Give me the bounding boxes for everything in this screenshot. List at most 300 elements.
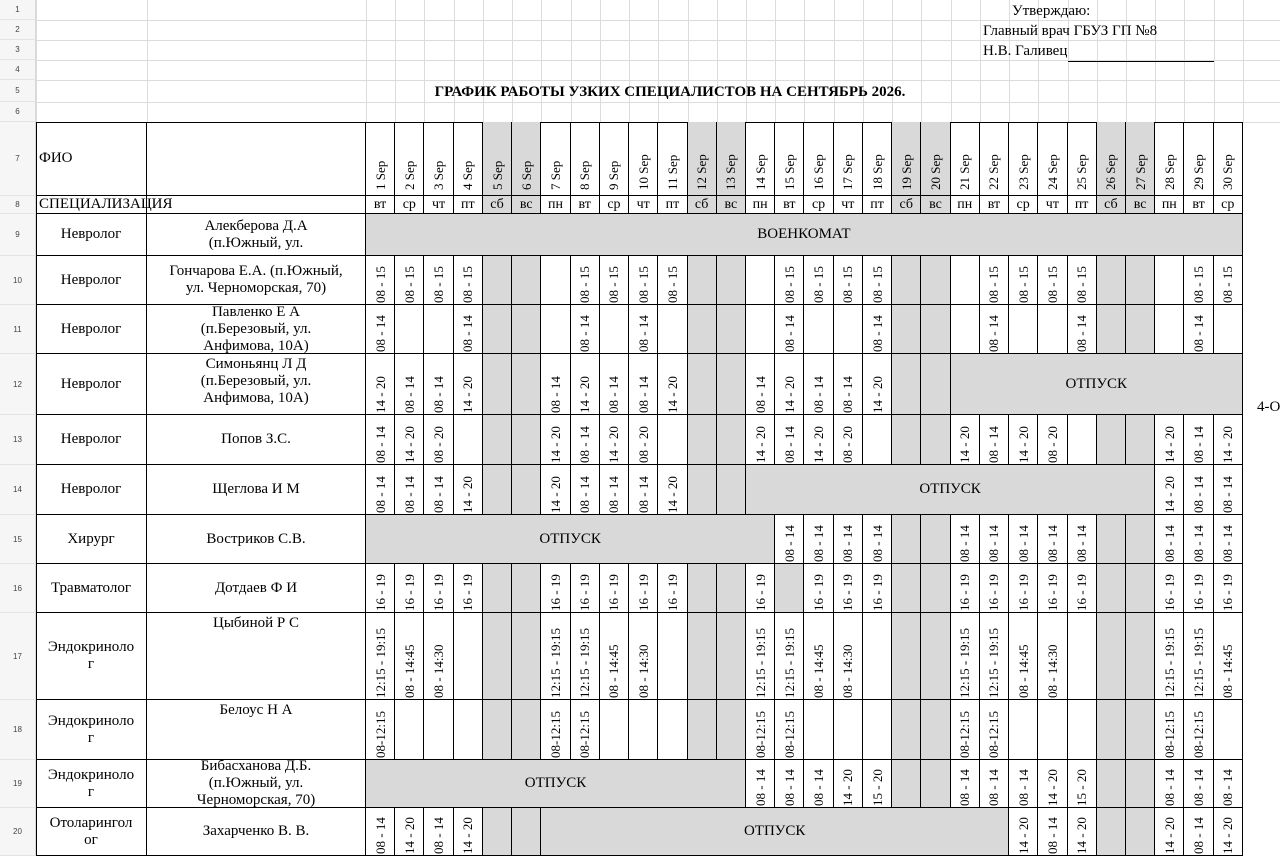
schedule-cell[interactable] [395,354,424,415]
schedule-cell[interactable] [951,760,980,808]
schedule-cell[interactable] [1068,256,1097,305]
row-header[interactable]: 12 [0,354,36,415]
schedule-cell[interactable] [1184,760,1213,808]
schedule-cell[interactable] [1214,613,1243,700]
schedule-cell[interactable] [892,564,921,613]
schedule-cell[interactable] [571,700,600,760]
schedule-cell[interactable] [1068,808,1097,856]
row-header[interactable]: 13 [0,415,36,465]
schedule-cell[interactable] [1009,613,1038,700]
schedule-cell[interactable] [834,354,863,415]
schedule-cell[interactable] [717,305,746,354]
schedule-cell[interactable] [600,354,629,415]
schedule-cell[interactable] [1009,515,1038,564]
schedule-cell[interactable] [541,415,570,465]
schedule-cell[interactable] [512,305,541,354]
schedule-cell[interactable] [483,700,512,760]
schedule-cell[interactable] [483,613,512,700]
schedule-cell[interactable] [921,700,950,760]
schedule-cell[interactable] [1097,305,1126,354]
schedule-cell[interactable] [454,564,483,613]
schedule-cell[interactable] [1126,700,1155,760]
schedule-cell[interactable] [658,700,687,760]
row-header[interactable]: 16 [0,564,36,613]
schedule-cell[interactable] [1214,564,1243,613]
schedule-cell[interactable] [512,354,541,415]
schedule-cell[interactable] [512,613,541,700]
schedule-cell[interactable] [951,415,980,465]
schedule-cell[interactable] [892,256,921,305]
schedule-cell[interactable] [395,613,424,700]
schedule-cell[interactable] [541,564,570,613]
weekday-header: вс [1126,196,1155,214]
schedule-cell[interactable] [951,256,980,305]
schedule-cell[interactable] [980,305,1009,354]
schedule-cell[interactable] [629,700,658,760]
schedule-cell[interactable] [512,256,541,305]
schedule-cell[interactable] [980,415,1009,465]
schedule-cell[interactable] [804,415,833,465]
schedule-cell[interactable] [717,354,746,415]
schedule-cell[interactable] [1214,465,1243,515]
schedule-cell[interactable] [1097,613,1126,700]
schedule-cell[interactable] [454,415,483,465]
schedule-cell[interactable] [1155,256,1184,305]
schedule-cell[interactable] [366,564,395,613]
schedule-cell[interactable] [892,515,921,564]
schedule-cell[interactable] [424,256,453,305]
row-header[interactable]: 1 [0,0,36,20]
schedule-cell[interactable] [629,465,658,515]
schedule-cell[interactable] [951,305,980,354]
schedule-cell[interactable] [834,415,863,465]
row-header[interactable]: 20 [0,808,36,856]
schedule-cell[interactable] [629,256,658,305]
schedule-cell[interactable] [863,564,892,613]
row-header[interactable]: 11 [0,305,36,354]
schedule-cell[interactable] [1068,305,1097,354]
schedule-cell[interactable] [629,354,658,415]
schedule-cell[interactable] [980,515,1009,564]
schedule-cell[interactable] [921,354,950,415]
schedule-cell[interactable] [366,465,395,515]
schedule-cell[interactable] [454,305,483,354]
schedule-cell[interactable] [863,256,892,305]
schedule-cell[interactable] [834,700,863,760]
schedule-cell[interactable] [395,808,424,856]
schedule-cell[interactable] [629,305,658,354]
schedule-cell[interactable] [834,760,863,808]
row-header[interactable]: 5 [0,80,36,102]
schedule-cell[interactable] [892,415,921,465]
schedule-cell[interactable] [1097,760,1126,808]
schedule-cell[interactable] [395,465,424,515]
schedule-cell[interactable] [424,808,453,856]
schedule-cell[interactable] [600,564,629,613]
hours-text: 08 - 14 [1191,817,1207,854]
row-header[interactable]: 17 [0,613,36,700]
schedule-cell[interactable] [1097,415,1126,465]
schedule-cell[interactable] [658,564,687,613]
schedule-cell[interactable] [921,256,950,305]
schedule-cell[interactable] [541,256,570,305]
schedule-cell[interactable] [1126,760,1155,808]
schedule-cell[interactable] [746,354,775,415]
schedule-cell[interactable] [921,305,950,354]
schedule-cell[interactable] [1126,613,1155,700]
schedule-cell[interactable] [1155,760,1184,808]
schedule-cell[interactable] [512,808,541,856]
schedule-cell[interactable] [951,515,980,564]
schedule-cell[interactable] [746,613,775,700]
schedule-cell[interactable] [541,354,570,415]
schedule-cell[interactable] [483,564,512,613]
schedule-cell[interactable] [395,700,424,760]
schedule-cell[interactable] [717,465,746,515]
schedule-cell[interactable] [1214,415,1243,465]
schedule-cell[interactable] [366,415,395,465]
schedule-cell[interactable] [512,700,541,760]
schedule-cell[interactable] [834,305,863,354]
schedule-cell[interactable] [366,808,395,856]
schedule-cell[interactable] [1214,760,1243,808]
schedule-cell[interactable] [746,305,775,354]
row-header[interactable]: 14 [0,465,36,515]
schedule-cell[interactable] [571,613,600,700]
schedule-cell[interactable] [688,354,717,415]
schedule-cell[interactable] [454,613,483,700]
schedule-cell[interactable] [483,465,512,515]
schedule-cell[interactable] [1009,256,1038,305]
schedule-cell[interactable] [483,808,512,856]
schedule-cell[interactable] [1184,808,1213,856]
schedule-cell[interactable] [658,354,687,415]
schedule-cell[interactable] [746,415,775,465]
schedule-cell[interactable] [1184,515,1213,564]
schedule-cell[interactable] [688,256,717,305]
schedule-cell[interactable] [1097,515,1126,564]
schedule-cell[interactable] [424,305,453,354]
schedule-cell[interactable] [746,760,775,808]
schedule-cell[interactable] [658,415,687,465]
schedule-cell[interactable] [1155,700,1184,760]
schedule-cell[interactable] [746,700,775,760]
schedule-cell[interactable] [1184,465,1213,515]
hours-text: 08 - 14 [635,376,651,413]
schedule-cell[interactable] [921,564,950,613]
row-header[interactable]: 9 [0,214,36,256]
schedule-cell[interactable] [1126,564,1155,613]
schedule-cell[interactable] [951,700,980,760]
schedule-cell[interactable] [1068,564,1097,613]
schedule-cell[interactable] [834,613,863,700]
schedule-cell[interactable] [571,415,600,465]
schedule-cell[interactable] [571,305,600,354]
schedule-cell[interactable] [863,613,892,700]
schedule-cell[interactable] [629,613,658,700]
schedule-cell[interactable] [834,256,863,305]
schedule-cell[interactable] [804,256,833,305]
schedule-cell[interactable] [424,354,453,415]
schedule-cell[interactable] [1038,613,1067,700]
schedule-cell[interactable] [688,465,717,515]
schedule-cell[interactable] [921,760,950,808]
schedule-cell[interactable] [600,465,629,515]
schedule-cell[interactable] [1184,564,1213,613]
row-header[interactable]: 8 [0,196,36,214]
schedule-cell[interactable] [571,564,600,613]
schedule-cell[interactable] [1155,564,1184,613]
row-header[interactable]: 18 [0,700,36,760]
row-header[interactable]: 19 [0,760,36,808]
schedule-cell[interactable] [512,465,541,515]
schedule-cell[interactable] [804,564,833,613]
schedule-cell[interactable] [424,613,453,700]
schedule-cell[interactable] [1068,415,1097,465]
hours-text: 08 - 14:45 [811,644,827,698]
schedule-cell[interactable] [775,256,804,305]
schedule-cell[interactable] [1155,613,1184,700]
schedule-cell[interactable] [1184,415,1213,465]
schedule-cell[interactable] [658,613,687,700]
schedule-cell[interactable] [658,256,687,305]
schedule-cell[interactable] [892,354,921,415]
schedule-cell[interactable] [775,354,804,415]
row-header[interactable]: 10 [0,256,36,305]
schedule-cell[interactable] [541,465,570,515]
schedule-cell[interactable] [1214,700,1243,760]
schedule-cell[interactable] [395,256,424,305]
row-header[interactable]: 3 [0,40,36,60]
schedule-cell[interactable] [1009,808,1038,856]
schedule-cell[interactable] [775,564,804,613]
schedule-cell[interactable] [1009,564,1038,613]
hours-text: 08 - 14 [781,426,797,463]
schedule-cell[interactable] [804,305,833,354]
schedule-cell[interactable] [424,700,453,760]
schedule-cell[interactable] [366,700,395,760]
schedule-cell[interactable] [454,465,483,515]
schedule-cell[interactable] [921,613,950,700]
schedule-cell[interactable] [1126,808,1155,856]
weekday-header: вт [366,196,395,214]
schedule-cell[interactable] [395,564,424,613]
schedule-cell[interactable] [395,305,424,354]
hours-text: 08 - 15 [1074,266,1090,303]
schedule-cell[interactable] [600,305,629,354]
schedule-cell[interactable] [1184,256,1213,305]
schedule-cell[interactable] [512,415,541,465]
schedule-cell[interactable] [1126,415,1155,465]
schedule-cell[interactable] [775,305,804,354]
schedule-cell[interactable] [688,415,717,465]
schedule-cell[interactable] [541,305,570,354]
schedule-cell[interactable] [1126,305,1155,354]
schedule-cell[interactable] [892,700,921,760]
schedule-cell[interactable] [863,305,892,354]
schedule-cell[interactable] [658,305,687,354]
schedule-cell[interactable] [863,760,892,808]
schedule-cell[interactable] [980,613,1009,700]
schedule-cell[interactable] [454,354,483,415]
schedule-cell[interactable] [629,564,658,613]
schedule-cell[interactable] [424,465,453,515]
schedule-cell[interactable] [775,415,804,465]
date-header [1184,122,1213,196]
doctor-name: Белоус Н А [147,700,366,760]
schedule-cell[interactable] [717,700,746,760]
schedule-cell[interactable] [717,613,746,700]
schedule-cell[interactable] [366,613,395,700]
schedule-cell[interactable] [1097,808,1126,856]
schedule-cell[interactable] [1009,415,1038,465]
schedule-cell[interactable] [1126,256,1155,305]
hours-text: 08 - 14 [372,476,388,513]
row-header[interactable]: 6 [0,102,36,122]
date-label: 29 Sep [1191,154,1207,190]
schedule-cell[interactable] [366,305,395,354]
schedule-cell[interactable] [717,415,746,465]
schedule-cell[interactable] [600,256,629,305]
schedule-cell[interactable] [688,564,717,613]
schedule-cell[interactable] [863,515,892,564]
schedule-cell[interactable] [600,613,629,700]
schedule-cell[interactable] [892,613,921,700]
schedule-cell[interactable] [892,760,921,808]
schedule-cell[interactable] [1038,808,1067,856]
schedule-cell[interactable] [366,354,395,415]
schedule-cell[interactable] [804,760,833,808]
schedule-cell[interactable] [775,515,804,564]
schedule-cell[interactable] [512,564,541,613]
schedule-cell[interactable] [804,613,833,700]
schedule-cell[interactable] [804,354,833,415]
schedule-cell[interactable] [1126,515,1155,564]
schedule-cell[interactable] [688,305,717,354]
schedule-cell[interactable] [1009,760,1038,808]
schedule-cell[interactable] [804,515,833,564]
schedule-cell[interactable] [1038,700,1067,760]
schedule-cell[interactable] [688,700,717,760]
hours-text: 16 - 19 [752,574,768,611]
schedule-cell[interactable] [424,415,453,465]
schedule-cell[interactable] [1009,305,1038,354]
schedule-cell[interactable] [571,354,600,415]
schedule-cell[interactable] [863,415,892,465]
schedule-cell[interactable] [892,305,921,354]
schedule-cell[interactable] [1068,613,1097,700]
schedule-cell[interactable] [424,564,453,613]
schedule-cell[interactable] [1097,256,1126,305]
schedule-cell[interactable] [921,415,950,465]
schedule-cell[interactable] [1097,564,1126,613]
schedule-cell[interactable] [483,415,512,465]
schedule-cell[interactable] [1184,305,1213,354]
schedule-cell[interactable] [1155,515,1184,564]
schedule-cell[interactable] [454,808,483,856]
schedule-cell[interactable] [483,354,512,415]
schedule-cell[interactable] [951,564,980,613]
schedule-cell[interactable] [1068,700,1097,760]
schedule-cell[interactable] [863,700,892,760]
schedule-cell[interactable] [658,465,687,515]
schedule-cell[interactable] [834,515,863,564]
schedule-cell[interactable] [366,256,395,305]
schedule-cell[interactable] [483,305,512,354]
row-header[interactable]: 4 [0,60,36,80]
schedule-cell[interactable] [1155,808,1184,856]
hours-text: 12:15 - 19:15 [547,627,563,698]
schedule-cell[interactable] [571,465,600,515]
schedule-cell[interactable] [746,564,775,613]
schedule-cell[interactable] [863,354,892,415]
schedule-cell[interactable] [1214,305,1243,354]
schedule-cell[interactable] [775,613,804,700]
schedule-cell[interactable] [454,256,483,305]
schedule-cell[interactable] [921,515,950,564]
schedule-cell[interactable] [541,613,570,700]
schedule-cell[interactable] [1038,515,1067,564]
schedule-cell[interactable] [1155,415,1184,465]
hours-text: 14 - 20 [1220,426,1236,463]
schedule-cell[interactable] [1155,465,1184,515]
schedule-cell[interactable] [980,700,1009,760]
schedule-cell[interactable] [980,564,1009,613]
schedule-cell[interactable] [1038,305,1067,354]
schedule-cell[interactable] [1068,760,1097,808]
schedule-cell[interactable] [775,760,804,808]
schedule-cell[interactable] [980,760,1009,808]
schedule-cell[interactable] [541,700,570,760]
schedule-cell[interactable] [804,700,833,760]
schedule-cell[interactable] [688,613,717,700]
schedule-cell[interactable] [1038,415,1067,465]
schedule-cell[interactable] [1184,700,1213,760]
weekday-header: пт [863,196,892,214]
schedule-cell[interactable] [746,256,775,305]
schedule-cell[interactable] [571,256,600,305]
schedule-cell[interactable] [1038,760,1067,808]
schedule-cell[interactable] [980,256,1009,305]
schedule-cell[interactable] [1214,256,1243,305]
schedule-cell[interactable] [1068,515,1097,564]
doctor-name: Павленко Е А (п.Березовый, ул. Анфимова, 10А) [147,305,366,354]
schedule-cell[interactable] [600,700,629,760]
schedule-cell[interactable] [1184,613,1213,700]
hours-text: 08 - 14 [1044,525,1060,562]
row-header[interactable]: 2 [0,20,36,40]
schedule-cell[interactable] [629,415,658,465]
schedule-cell[interactable] [775,700,804,760]
schedule-cell[interactable] [600,415,629,465]
schedule-cell[interactable] [1038,564,1067,613]
schedule-cell[interactable] [1038,256,1067,305]
schedule-cell[interactable] [483,256,512,305]
schedule-cell[interactable] [834,564,863,613]
row-header[interactable]: 15 [0,515,36,564]
schedule-cell[interactable] [1009,700,1038,760]
row-header[interactable]: 7 [0,122,36,196]
schedule-cell[interactable] [717,564,746,613]
schedule-cell[interactable] [951,613,980,700]
schedule-cell[interactable] [1097,700,1126,760]
schedule-cell[interactable] [1155,305,1184,354]
schedule-cell[interactable] [717,256,746,305]
schedule-cell[interactable] [395,415,424,465]
schedule-cell[interactable] [1214,515,1243,564]
schedule-cell[interactable] [454,700,483,760]
schedule-cell[interactable] [1214,808,1243,856]
